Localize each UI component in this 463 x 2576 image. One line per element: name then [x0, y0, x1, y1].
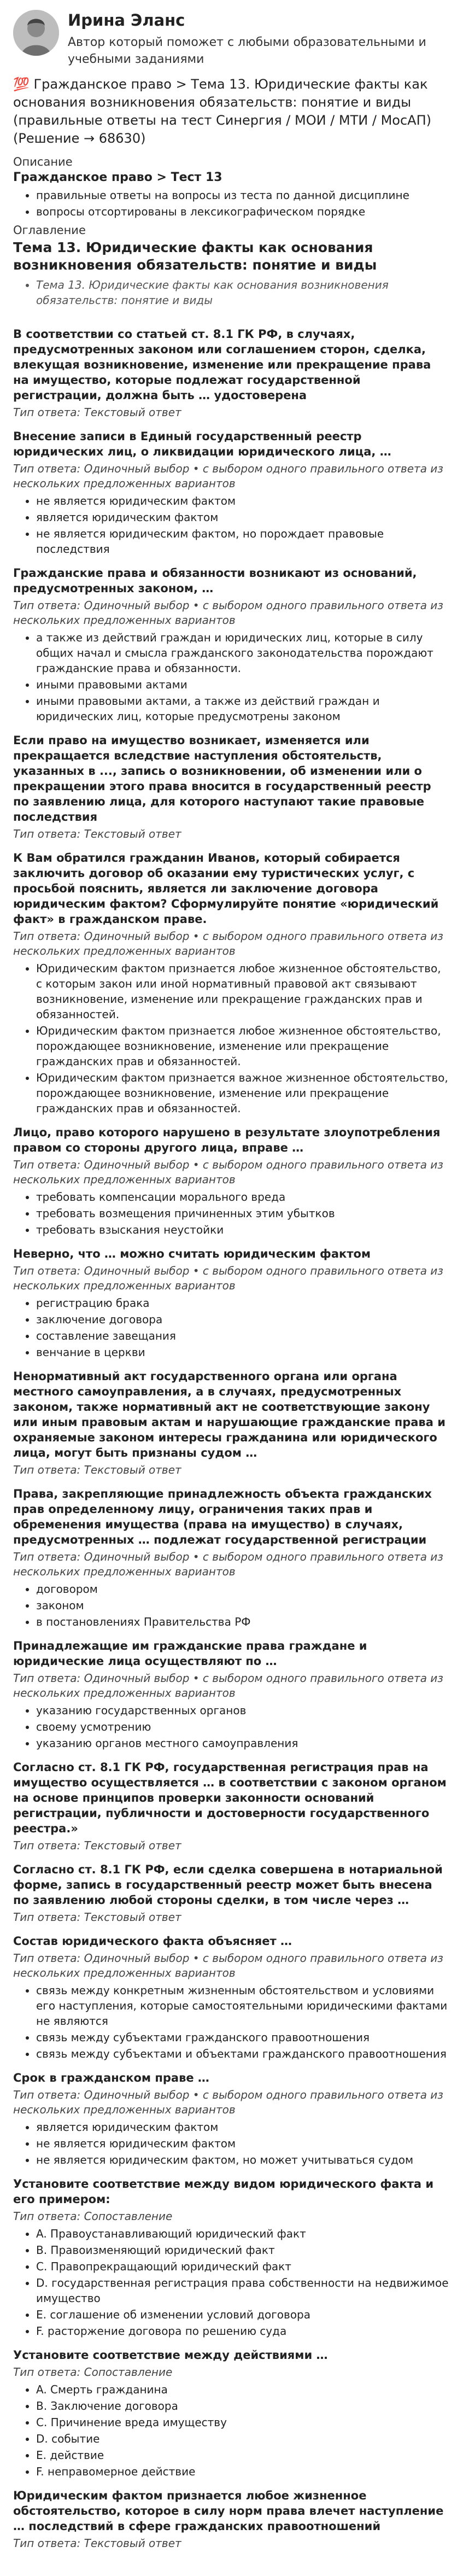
answer-type: Тип ответа: Текстовый ответ	[13, 1463, 181, 1476]
answer-options	[13, 493, 450, 557]
answer-option: • A. Правоустанавливающий юридический факт	[36, 2226, 450, 2241]
answer-option: • иными правовыми актами, а также из действий граждан и юридических лиц, которые предусмотрены законом	[36, 693, 450, 724]
answer-option: • а также из действий граждан и юридических лиц, которые в силу общих начал и смысла гражданского законодательства порождают гражданские права и обязанности.	[36, 630, 450, 676]
answer-options	[13, 1703, 450, 1751]
page-title: 💯 Гражданское право > Тема 13. Юридические факты как основания возникновения обязательств: понятие и виды (правильные ответы на тест Синергия / МОИ / МТИ / МосАП) (Решение → 68630)	[13, 77, 431, 146]
answer-option: • Юридическим фактом признается любое жизненное обстоятельство, с которым закон или иной нормативный правовой акт связывают возникновение, изменение или прекращение гражданских прав и обязанностей.	[36, 961, 450, 1022]
answer-options	[13, 1983, 450, 2061]
question-title: Лицо, право которого нарушено в результате злоупотребления правом со стороны другого лица, вправе …	[13, 1126, 441, 1154]
question-block	[13, 1934, 450, 2061]
answer-type: Тип ответа: Одиночный выбор • с выбором одного правильного ответа из нескольких предложенных вариантов	[13, 1158, 443, 1186]
answer-type: Тип ответа: Одиночный выбор • с выбором одного правильного ответа из нескольких предложенных вариантов	[13, 2088, 443, 2116]
question-title: Принадлежащие им гражданские права граждане и юридические лица осуществляют по …	[13, 1639, 367, 1668]
answer-option: • E. соглашение об изменении условий договора	[36, 2307, 450, 2322]
answer-option: • требовать взыскания неустойки	[36, 1222, 450, 1237]
question-title: В соответствии со статьей ст. 8.1 ГК РФ, в случаях, предусмотренных законом или соглашением сторон, сделка, влекущая возникновение, изменение или прекращение права на имущество, которые подлежат государственной регистрации, должна быть … удостоверена	[13, 328, 431, 402]
question-block	[13, 1638, 450, 1751]
answer-options	[13, 2119, 450, 2168]
answer-type: Тип ответа: Текстовый ответ	[13, 2537, 181, 2550]
answer-option: • требовать возмещения причиненных этим убытков	[36, 1206, 450, 1221]
answer-options	[13, 2226, 450, 2339]
description-label: Описание	[13, 155, 73, 168]
answer-option: • связь между конкретным жизненным обстоятельством и условиями его наступления, которые самостоятельными юридическими фактами не являются	[36, 1983, 450, 2029]
avatar-portrait-icon	[13, 10, 59, 56]
answer-option: • B. Правоизменяющий юридический факт	[36, 2242, 450, 2258]
answer-option: • D. государственная регистрация права собственности на недвижимое имущество	[36, 2275, 450, 2306]
question-block	[13, 2488, 450, 2551]
answer-type: Тип ответа: Одиночный выбор • с выбором одного правильного ответа из нескольких предложенных вариантов	[13, 462, 443, 490]
question-block	[13, 2070, 450, 2168]
author-name[interactable]: Ирина Эланс	[68, 11, 185, 30]
answer-options	[13, 630, 450, 724]
answer-options	[13, 1581, 450, 1629]
answer-option: • B. Заключение договора	[36, 2398, 450, 2414]
author-card	[13, 10, 450, 68]
answer-option: • составление завещания	[36, 1328, 450, 1344]
answer-option: • Юридическим фактом признается любое жизненное обстоятельство, порождающее возникновение, изменение или прекращение гражданских прав и обязанностей.	[36, 1023, 450, 1069]
question-block	[13, 429, 450, 557]
question-block	[13, 1369, 450, 1477]
answer-type: Тип ответа: Текстовый ответ	[13, 1839, 181, 1852]
answer-type: Тип ответа: Одиночный выбор • с выбором одного правильного ответа из нескольких предложенных вариантов	[13, 1672, 443, 1699]
author-description: Автор который поможет с любыми образовательными и учебными заданиями	[68, 36, 426, 66]
answer-options	[13, 961, 450, 1116]
avatar[interactable]	[13, 10, 59, 56]
answer-type: Тип ответа: Текстовый ответ	[13, 827, 181, 840]
answer-option: • указанию государственных органов	[36, 1703, 450, 1718]
question-title: Юридическим фактом признается любое жизненное обстоятельство, которое в силу норм права влечет наступление … последствий в сфере гражданских правоотношений	[13, 2489, 444, 2533]
question-title: Ненормативный акт государственного органа или органа местного самоуправления, а в случаях, предусмотренных законом, также нормативный акт не соответствующие закону или иным правовым актам и нарушающие гражданские права и охраняемые законом интересы гражданина или юридического лица, могут быть признаны судом …	[13, 1370, 446, 1459]
question-title: Срок в гражданском праве …	[13, 2071, 209, 2084]
answer-option: • не является юридическим фактом	[36, 2136, 450, 2151]
description-list	[13, 188, 450, 219]
answer-option: • заключение договора	[36, 1312, 450, 1327]
answer-option: • требовать компенсации морального вреда	[36, 1189, 450, 1205]
answer-option: • указанию органов местного самоуправления	[36, 1736, 450, 1751]
toc-item[interactable]: • Тема 13. Юридические факты как основания возникновения обязательств: понятие и виды	[36, 277, 450, 308]
answer-option: • не является юридическим фактом, но порождает правовые последствия	[36, 526, 450, 557]
toc-list	[13, 277, 450, 308]
answer-option: • законом	[36, 1598, 450, 1613]
answer-option: • иными правовыми актами	[36, 677, 450, 692]
answer-option: • является юридическим фактом	[36, 510, 450, 525]
question-block	[13, 2176, 450, 2339]
question-title: Установите соответствие между видом юридического факта и его примером:	[13, 2177, 434, 2206]
answer-type: Тип ответа: Одиночный выбор • с выбором одного правильного ответа из нескольких предложенных вариантов	[13, 1550, 443, 1578]
question-block	[13, 1760, 450, 1853]
question-block	[13, 1125, 450, 1237]
answer-option: • венчание в церкви	[36, 1345, 450, 1360]
answer-option: • не является юридическим фактом, но может учитываться судом	[36, 2152, 450, 2168]
answer-option: • D. событие	[36, 2431, 450, 2446]
question-title: Если право на имущество возникает, изменяется или прекращается вследствие наступления обстоятельств, указанных в ..., запись о возникновении, об изменении или о прекращении этого права вносится в государственный реестр по заявлению лица, для которого наступают такие правовые последствия	[13, 734, 431, 823]
question-block	[13, 326, 450, 420]
question-title: Установите соответствие между действиями …	[13, 2349, 328, 2362]
answer-options	[13, 2382, 450, 2479]
question-title: Права, закрепляющие принадлежность объекта гражданских прав определенному лицу, ограничения таких прав и обременения имущества (права на имущество) в случаях, предусмотренных … подлежат государственной регистрации	[13, 1487, 432, 1546]
answer-type: Тип ответа: Одиночный выбор • с выбором одного правильного ответа из нескольких предложенных вариантов	[13, 930, 443, 957]
question-title: Гражданские права и обязанности возникают из оснований, предусмотренных законом, …	[13, 566, 417, 595]
question-block	[13, 1862, 450, 1925]
answer-type: Тип ответа: Одиночный выбор • с выбором одного правильного ответа из нескольких предложенных вариантов	[13, 1952, 443, 1979]
answer-option: • A. Смерть гражданина	[36, 2382, 450, 2397]
answer-type: Тип ответа: Текстовый ответ	[13, 1911, 181, 1924]
list-item: • вопросы отсортированы в лексикографическом порядке	[36, 204, 450, 219]
answer-option: • связь между субъектами и объектами гражданского правоотношения	[36, 2046, 450, 2061]
question-block	[13, 1486, 450, 1629]
answer-option: • F. неправомерное действие	[36, 2464, 450, 2479]
answer-type: Тип ответа: Одиночный выбор • с выбором одного правильного ответа из нескольких предложенных вариантов	[13, 1264, 443, 1292]
question-block	[13, 1246, 450, 1360]
questions-list	[13, 326, 450, 2551]
answer-options	[13, 1295, 450, 1360]
answer-option: • регистрацию брака	[36, 1295, 450, 1311]
question-title: Неверно, что … можно считать юридическим фактом	[13, 1247, 371, 1260]
answer-option: • своему усмотрению	[36, 1719, 450, 1734]
question-block	[13, 733, 450, 842]
question-title: Состав юридического факта объясняет …	[13, 1935, 292, 1948]
answer-option: • в постановлениях Правительства РФ	[36, 1614, 450, 1629]
answer-option: • F. расторжение договора по решению суда	[36, 2323, 450, 2339]
question-title: Внесение записи в Единый государственный реестр юридических лиц, о ликвидации юридического лица, …	[13, 430, 391, 458]
answer-options	[13, 1189, 450, 1237]
answer-option: • C. Правопрекращающий юридический факт	[36, 2259, 450, 2274]
answer-option: • не является юридическим фактом	[36, 493, 450, 509]
question-title: К Вам обратился гражданин Иванов, который собирается заключить договор об оказании ему туристических услуг, с просьбой пояснить, является ли заключение договора юридическим фактом? Сформулируйте понятие «юридический факт» в гражданском праве.	[13, 851, 439, 926]
answer-type: Тип ответа: Одиночный выбор • с выбором одного правильного ответа из нескольких предложенных вариантов	[13, 599, 443, 627]
answer-option: • договором	[36, 1581, 450, 1597]
description-heading: Гражданское право > Тест 13	[13, 171, 222, 184]
question-title: Согласно ст. 8.1 ГК РФ, если сделка совершена в нотариальной форме, запись в государственный реестр может быть внесена по заявлению любой стороны сделки, в том числе через …	[13, 1863, 443, 1907]
answer-option: • является юридическим фактом	[36, 2119, 450, 2135]
question-block	[13, 2347, 450, 2479]
question-block	[13, 850, 450, 1116]
answer-option: • E. действие	[36, 2448, 450, 2463]
answer-option: • Юридическим фактом признается важное жизненное обстоятельство, порождающее возникновение, изменение или прекращение гражданских прав и обязанностей.	[36, 1070, 450, 1116]
list-item: • правильные ответы на вопросы из теста по данной дисциплине	[36, 188, 450, 203]
toc-heading: Тема 13. Юридические факты как основания возникновения обязательств: понятие и виды	[13, 240, 377, 273]
answer-option: • связь между субъектами гражданского правоотношения	[36, 2030, 450, 2045]
answer-type: Тип ответа: Сопоставление	[13, 2210, 173, 2223]
answer-type: Тип ответа: Сопоставление	[13, 2365, 173, 2379]
toc-label: Оглавление	[13, 224, 86, 237]
question-block	[13, 565, 450, 724]
answer-type: Тип ответа: Текстовый ответ	[13, 406, 181, 419]
question-title: Согласно ст. 8.1 ГК РФ, государственная регистрация прав на имущество осуществляется … в соответствии с законом органом на основе принципов проверки законности оснований регистрации, публичности и достоверности государственного реестра.»	[13, 1761, 447, 1835]
answer-option: • C. Причинение вреда имуществу	[36, 2415, 450, 2430]
